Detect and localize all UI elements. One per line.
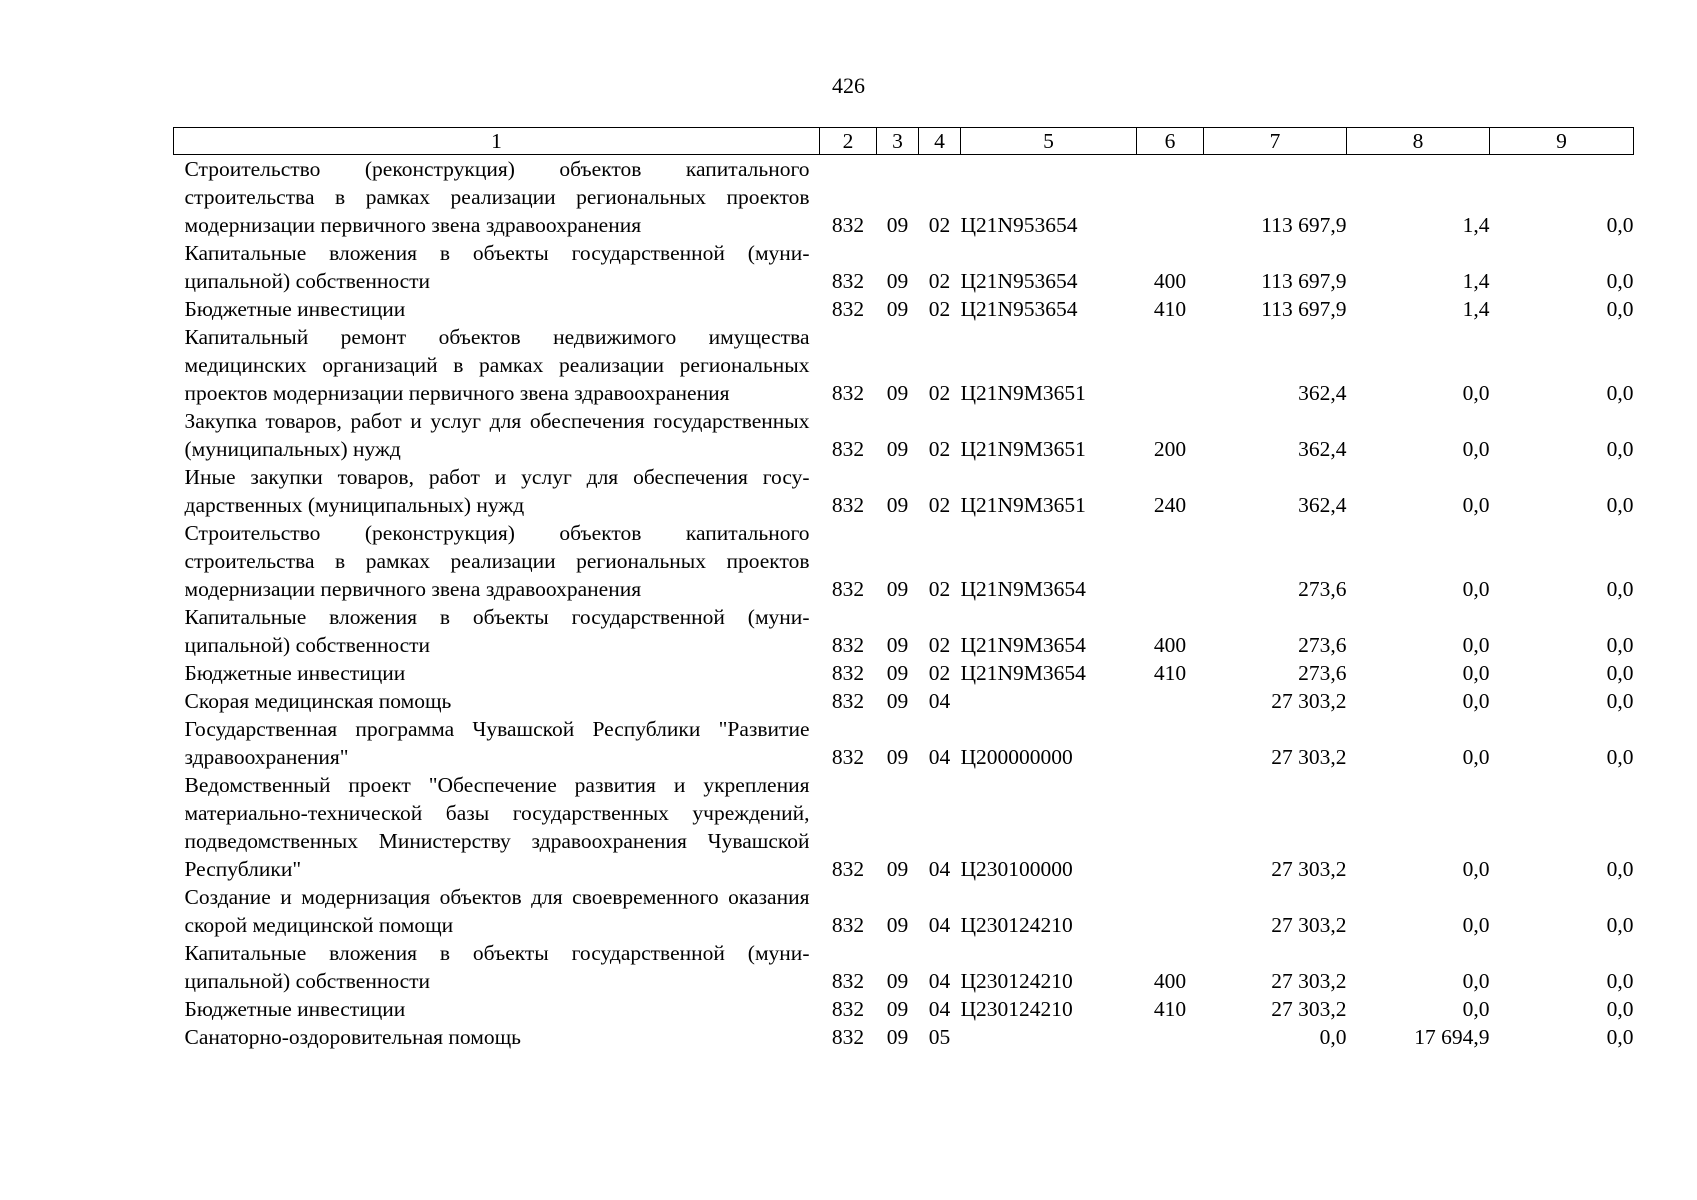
amount-col7-cell: 27 303,2 bbox=[1271, 913, 1347, 937]
section-cell: 09 bbox=[886, 297, 909, 321]
amount-col7-cell: 27 303,2 bbox=[1271, 969, 1347, 993]
target-article-cell bbox=[961, 687, 1137, 715]
amount-col8-cell: 1,4 bbox=[1462, 269, 1490, 293]
amount-col7-cell: 273,6 bbox=[1298, 577, 1347, 601]
item-name-cell: Государственная программа Чувашской Республики "Развитие здравоохранения" bbox=[184, 717, 810, 769]
column-header: 3 bbox=[877, 128, 919, 155]
section-cell: 09 bbox=[886, 437, 909, 461]
section-cell: 09 bbox=[886, 857, 909, 881]
amount-col9-cell: 0,0 bbox=[1606, 437, 1634, 461]
amount-col8-cell: 0,0 bbox=[1462, 689, 1490, 713]
ministry-code-cell: 832 bbox=[831, 297, 865, 321]
subsection-cell: 02 bbox=[928, 213, 951, 237]
amount-col8-cell: 0,0 bbox=[1462, 381, 1490, 405]
expense-type-cell: 410 bbox=[1153, 297, 1187, 321]
amount-col8-cell: 1,4 bbox=[1462, 297, 1490, 321]
target-article-cell: Ц21N953654 bbox=[960, 297, 1078, 321]
amount-col8-cell: 0,0 bbox=[1462, 969, 1490, 993]
column-header: 8 bbox=[1347, 128, 1490, 155]
ministry-code-cell: 832 bbox=[831, 745, 865, 769]
item-name-cell: Капитальные вложения в объекты государственной (муниципальной) собственности bbox=[184, 241, 810, 293]
amount-col9-cell: 0,0 bbox=[1606, 969, 1634, 993]
expense-type-cell bbox=[1137, 687, 1204, 715]
table-body bbox=[174, 155, 1634, 1052]
section-cell: 09 bbox=[886, 381, 909, 405]
expense-type-cell: 400 bbox=[1153, 969, 1187, 993]
subsection-cell: 04 bbox=[928, 969, 951, 993]
ministry-code-cell: 832 bbox=[831, 577, 865, 601]
section-cell: 09 bbox=[886, 633, 909, 657]
subsection-cell: 05 bbox=[928, 1025, 951, 1049]
target-article-cell: Ц21N9M3651 bbox=[960, 381, 1086, 405]
ministry-code-cell: 832 bbox=[831, 689, 865, 713]
section-cell: 09 bbox=[886, 969, 909, 993]
item-name-cell: Строительство (реконструкция) объектов капитального строительства в рамках реализации региональных проектов модернизации первичного звена здравоохранения bbox=[184, 157, 810, 237]
column-header: 9 bbox=[1490, 128, 1634, 155]
column-header: 1 bbox=[174, 128, 820, 155]
amount-col7-cell: 362,4 bbox=[1298, 437, 1347, 461]
item-name-cell: Иные закупки товаров, работ и услуг для обеспечения государственных (муниципальных) нужд bbox=[184, 465, 810, 517]
ministry-code-cell: 832 bbox=[831, 269, 865, 293]
expense-type-cell bbox=[1137, 155, 1204, 240]
amount-col9-cell: 0,0 bbox=[1606, 381, 1634, 405]
table-row bbox=[174, 939, 1634, 995]
item-name-cell: Бюджетные инвестиции bbox=[184, 661, 406, 685]
amount-col7-cell: 273,6 bbox=[1298, 633, 1347, 657]
amount-col7-cell: 0,0 bbox=[1319, 1025, 1347, 1049]
amount-col7-cell: 113 697,9 bbox=[1261, 269, 1347, 293]
subsection-cell: 02 bbox=[928, 577, 951, 601]
amount-col9-cell: 0,0 bbox=[1606, 213, 1634, 237]
target-article-cell bbox=[961, 1023, 1137, 1051]
section-cell: 09 bbox=[886, 269, 909, 293]
item-name-cell: Скорая медицинская помощь bbox=[184, 689, 452, 713]
amount-col9-cell: 0,0 bbox=[1606, 997, 1634, 1021]
ministry-code-cell: 832 bbox=[831, 633, 865, 657]
amount-col7-cell: 27 303,2 bbox=[1271, 857, 1347, 881]
item-name-cell: Строительство (реконструкция) объектов капитального строительства в рамках реализации региональных проектов модернизации первичного звена здравоохранения bbox=[184, 521, 810, 601]
amount-col8-cell: 0,0 bbox=[1462, 577, 1490, 601]
section-cell: 09 bbox=[886, 1025, 909, 1049]
table-row bbox=[174, 295, 1634, 323]
amount-col8-cell: 0,0 bbox=[1462, 857, 1490, 881]
column-header: 4 bbox=[919, 128, 961, 155]
subsection-cell: 04 bbox=[928, 689, 951, 713]
subsection-cell: 04 bbox=[928, 997, 951, 1021]
item-name-cell: Ведомственный проект "Обеспечение развития и укрепления материально-технической базы государственных учреждений, подведомственных Министерству здравоохранения Чувашской Республики" bbox=[184, 773, 810, 881]
expense-type-cell: 410 bbox=[1153, 997, 1187, 1021]
amount-col8-cell: 17 694,9 bbox=[1414, 1025, 1490, 1049]
expense-type-cell bbox=[1137, 883, 1204, 939]
amount-col7-cell: 362,4 bbox=[1298, 493, 1347, 517]
ministry-code-cell: 832 bbox=[831, 661, 865, 685]
expense-type-cell: 240 bbox=[1153, 493, 1187, 517]
item-name-cell: Санаторно-оздоровительная помощь bbox=[184, 1025, 521, 1049]
subsection-cell: 04 bbox=[928, 857, 951, 881]
item-name-cell: Закупка товаров, работ и услуг для обеспечения государственных (муниципальных) нужд bbox=[184, 409, 810, 461]
amount-col9-cell: 0,0 bbox=[1606, 297, 1634, 321]
target-article-cell: Ц21N9M3654 bbox=[960, 577, 1086, 601]
item-name-cell: Бюджетные инвестиции bbox=[184, 997, 406, 1021]
expense-type-cell bbox=[1137, 519, 1204, 603]
section-cell: 09 bbox=[886, 213, 909, 237]
amount-col8-cell: 0,0 bbox=[1462, 661, 1490, 685]
amount-col9-cell: 0,0 bbox=[1606, 633, 1634, 657]
table-row bbox=[174, 155, 1634, 240]
ministry-code-cell: 832 bbox=[831, 381, 865, 405]
subsection-cell: 04 bbox=[928, 913, 951, 937]
item-name-cell: Капитальные вложения в объекты государственной (муниципальной) собственности bbox=[184, 605, 810, 657]
table-row bbox=[174, 323, 1634, 407]
table-row bbox=[174, 687, 1634, 715]
amount-col8-cell: 1,4 bbox=[1462, 213, 1490, 237]
amount-col7-cell: 113 697,9 bbox=[1261, 297, 1347, 321]
item-name-cell: Капитальные вложения в объекты государственной (муниципальной) собственности bbox=[184, 941, 810, 993]
section-cell: 09 bbox=[886, 689, 909, 713]
ministry-code-cell: 832 bbox=[831, 437, 865, 461]
ministry-code-cell: 832 bbox=[831, 969, 865, 993]
table-row bbox=[174, 995, 1634, 1023]
section-cell: 09 bbox=[886, 913, 909, 937]
ministry-code-cell: 832 bbox=[831, 493, 865, 517]
amount-col8-cell: 0,0 bbox=[1462, 437, 1490, 461]
amount-col8-cell: 0,0 bbox=[1462, 745, 1490, 769]
subsection-cell: 04 bbox=[928, 745, 951, 769]
expense-type-cell bbox=[1137, 771, 1204, 883]
ministry-code-cell: 832 bbox=[831, 997, 865, 1021]
expense-type-cell bbox=[1137, 323, 1204, 407]
amount-col7-cell: 27 303,2 bbox=[1271, 745, 1347, 769]
subsection-cell: 02 bbox=[928, 661, 951, 685]
table-row bbox=[174, 715, 1634, 771]
target-article-cell: Ц21N9M3654 bbox=[960, 661, 1086, 685]
amount-col9-cell: 0,0 bbox=[1606, 1025, 1634, 1049]
target-article-cell: Ц200000000 bbox=[960, 745, 1073, 769]
ministry-code-cell: 832 bbox=[831, 913, 865, 937]
column-header: 6 bbox=[1137, 128, 1204, 155]
expense-type-cell: 400 bbox=[1153, 633, 1187, 657]
target-article-cell: Ц230100000 bbox=[960, 857, 1073, 881]
amount-col9-cell: 0,0 bbox=[1606, 493, 1634, 517]
table-row bbox=[174, 603, 1634, 659]
column-header: 2 bbox=[820, 128, 877, 155]
subsection-cell: 02 bbox=[928, 297, 951, 321]
table-row bbox=[174, 519, 1634, 603]
subsection-cell: 02 bbox=[928, 437, 951, 461]
section-cell: 09 bbox=[886, 661, 909, 685]
expense-type-cell bbox=[1137, 1023, 1204, 1051]
table-row bbox=[174, 407, 1634, 463]
target-article-cell: Ц230124210 bbox=[960, 997, 1073, 1021]
amount-col8-cell: 0,0 bbox=[1462, 493, 1490, 517]
amount-col7-cell: 27 303,2 bbox=[1271, 997, 1347, 1021]
target-article-cell: Ц21N953654 bbox=[960, 269, 1078, 293]
expense-type-cell bbox=[1137, 715, 1204, 771]
ministry-code-cell: 832 bbox=[831, 1025, 865, 1049]
target-article-cell: Ц21N953654 bbox=[960, 213, 1078, 237]
target-article-cell: Ц230124210 bbox=[960, 969, 1073, 993]
page-number: 426 bbox=[832, 73, 865, 98]
subsection-cell: 02 bbox=[928, 633, 951, 657]
amount-col7-cell: 27 303,2 bbox=[1271, 689, 1347, 713]
table-row bbox=[174, 659, 1634, 687]
amount-col7-cell: 273,6 bbox=[1298, 661, 1347, 685]
expense-type-cell: 400 bbox=[1153, 269, 1187, 293]
item-name-cell: Бюджетные инвестиции bbox=[184, 297, 406, 321]
expense-type-cell: 410 bbox=[1153, 661, 1187, 685]
section-cell: 09 bbox=[886, 997, 909, 1021]
amount-col9-cell: 0,0 bbox=[1606, 689, 1634, 713]
column-header: 7 bbox=[1204, 128, 1347, 155]
table-row bbox=[174, 463, 1634, 519]
amount-col8-cell: 0,0 bbox=[1462, 913, 1490, 937]
target-article-cell: Ц21N9M3654 bbox=[960, 633, 1086, 657]
target-article-cell: Ц21N9M3651 bbox=[960, 493, 1086, 517]
amount-col9-cell: 0,0 bbox=[1606, 913, 1634, 937]
ministry-code-cell: 832 bbox=[831, 213, 865, 237]
section-cell: 09 bbox=[886, 577, 909, 601]
amount-col7-cell: 362,4 bbox=[1298, 381, 1347, 405]
amount-col9-cell: 0,0 bbox=[1606, 577, 1634, 601]
header-row bbox=[174, 128, 1634, 155]
amount-col8-cell: 0,0 bbox=[1462, 633, 1490, 657]
amount-col9-cell: 0,0 bbox=[1606, 269, 1634, 293]
section-cell: 09 bbox=[886, 493, 909, 517]
amount-col7-cell: 113 697,9 bbox=[1261, 213, 1347, 237]
section-cell: 09 bbox=[886, 745, 909, 769]
amount-col8-cell: 0,0 bbox=[1462, 997, 1490, 1021]
column-header: 5 bbox=[961, 128, 1137, 155]
ministry-code-cell: 832 bbox=[831, 857, 865, 881]
item-name-cell: Создание и модернизация объектов для своевременного оказания скорой медицинской помощи bbox=[184, 885, 810, 937]
target-article-cell: Ц230124210 bbox=[960, 913, 1073, 937]
table-row bbox=[174, 771, 1634, 883]
expense-type-cell: 200 bbox=[1153, 437, 1187, 461]
subsection-cell: 02 bbox=[928, 269, 951, 293]
target-article-cell: Ц21N9M3651 bbox=[960, 437, 1086, 461]
subsection-cell: 02 bbox=[928, 493, 951, 517]
table-row bbox=[174, 239, 1634, 295]
subsection-cell: 02 bbox=[928, 381, 951, 405]
amount-col9-cell: 0,0 bbox=[1606, 745, 1634, 769]
table-row bbox=[174, 1023, 1634, 1051]
amount-col9-cell: 0,0 bbox=[1606, 661, 1634, 685]
amount-col9-cell: 0,0 bbox=[1606, 857, 1634, 881]
item-name-cell: Капитальный ремонт объектов недвижимого имущества медицинских организаций в рамках реализации региональных проектов модернизации первичного звена здравоохранения bbox=[184, 325, 810, 405]
table-row bbox=[174, 883, 1634, 939]
budget-table bbox=[173, 127, 1634, 1051]
